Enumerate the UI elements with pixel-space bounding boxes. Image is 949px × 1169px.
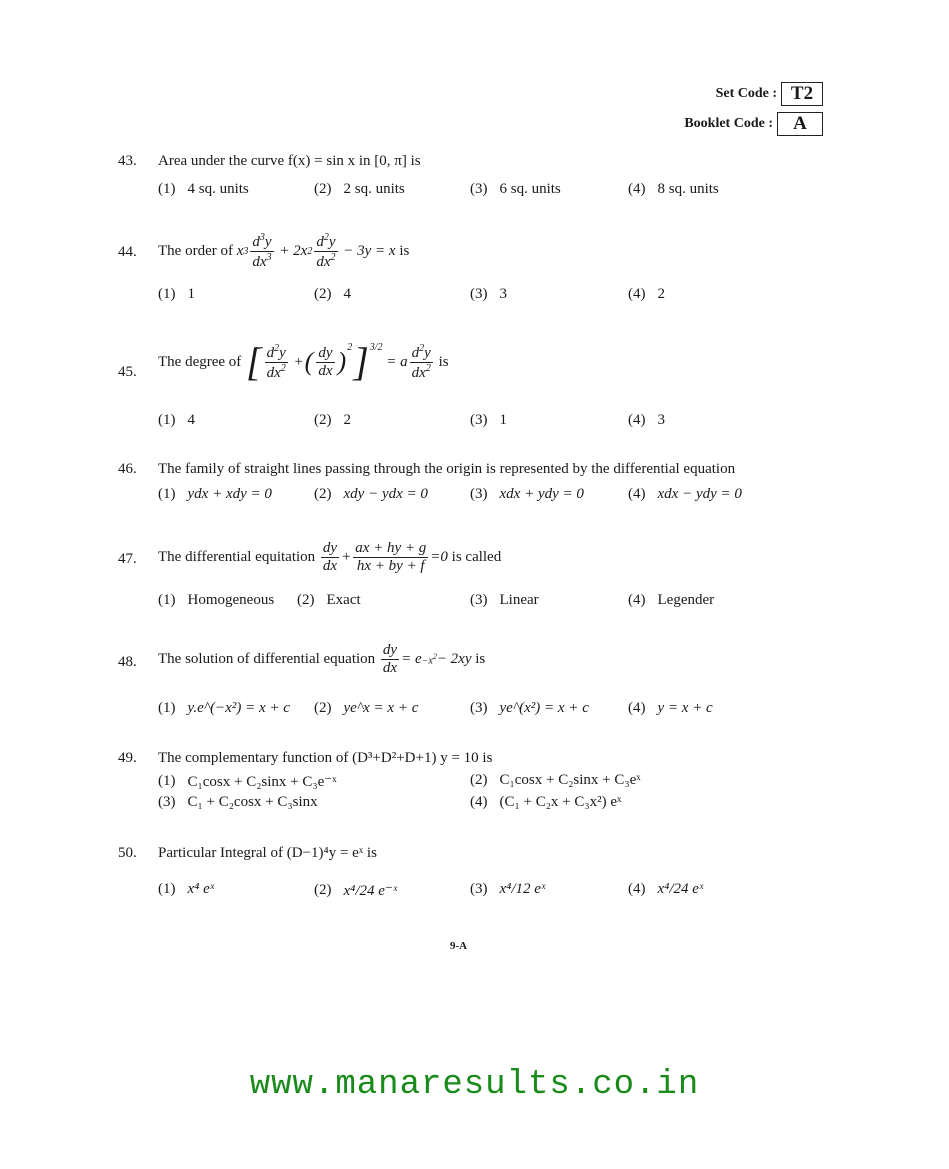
option-2: (2) ye^x = x + c (314, 700, 419, 716)
option-4: (4) 3 (628, 412, 665, 428)
option-4: (4) xdx − ydy = 0 (628, 486, 742, 502)
question-text: Particular Integral of (D−1)⁴y = eˣ is (158, 845, 377, 861)
option-1: (1) 4 (158, 412, 195, 428)
question-number: 46. (118, 461, 137, 477)
booklet-code-label: Booklet Code : (684, 116, 773, 131)
option-3: (3) xdx + ydy = 0 (470, 486, 584, 502)
question-text: The complementary function of (D³+D²+D+1) y = 10 is (158, 750, 493, 766)
question-number: 49. (118, 750, 137, 766)
option-3: (3) 6 sq. units (470, 181, 561, 197)
option-3: (3) ye^(x²) = x + c (470, 700, 589, 716)
question-number: 45. (118, 364, 137, 380)
option-2: (2) 4 (314, 286, 351, 302)
option-2: (2) C₁cosx + C₂sinx + C₃eˣ (470, 772, 641, 788)
differential-equation: $\frac{dy}{dx}$ + $\frac{ax + hy + g}{hx + by + f}$ =0 (322, 540, 448, 574)
option-1: (1) y.e^(−x²) = x + c (158, 700, 290, 716)
option-4: (4) Legender (628, 592, 715, 608)
question-number: 50. (118, 845, 137, 861)
question-text: The order of x 3 $\frac{d^3y}{dx^3}$ + 2x 2 $\frac{d^2y}{dx^2}$ − 3y = x is (158, 232, 410, 270)
option-4: (4) 8 sq. units (628, 181, 719, 197)
option-1: (1) x⁴ eˣ (158, 881, 215, 897)
booklet-code (684, 112, 823, 136)
option-4: (4) x⁴/24 eˣ (628, 881, 704, 897)
question-text: The solution of differential equation $\frac{dy}{dx}$ = e $-x^2$ − 2xy is (158, 642, 486, 676)
question-number: 43. (118, 153, 137, 169)
option-1: (1) Homogeneous (158, 592, 275, 608)
option-3: (3) C₁ + C₂cosx + C₃sinx (158, 794, 318, 810)
set-code-value: T2 (781, 82, 823, 106)
page-number: 9-A (450, 940, 468, 952)
option-4: (4) 2 (628, 286, 665, 302)
option-3: (3) Linear (470, 592, 539, 608)
question-text: The degree of [ $\frac{d^2y}{dx^2}$ + ( $\frac{dy}{dx}$ ) $^2$ ] $^{3/2}$ = a $\frac{d^2y}{dx^2}$ is (158, 339, 449, 384)
option-1: (1) C₁cosx + C₂sinx + C₃e⁻ˣ (158, 773, 337, 790)
degree-equation: [ $\frac{d^2y}{dx^2}$ + ( $\frac{dy}{dx}$ ) $^2$ ] $^{3/2}$ = a $\frac{d^2y}{dx^2}$ (246, 339, 431, 384)
option-2: (2) 2 sq. units (314, 181, 405, 197)
question-text: The family of straight lines passing through the origin is represented by the differential equation (158, 461, 736, 477)
option-2: (2) Exact (297, 592, 361, 608)
watermark-link[interactable]: www.manaresults.co.in (249, 1066, 700, 1104)
question-number: 47. (118, 551, 137, 567)
question-text: Area under the curve f(x) = sin x in [0, π] is (158, 153, 421, 169)
option-2: (2) x⁴/24 e⁻ˣ (314, 882, 398, 899)
question-text: The differential equitation $\frac{dy}{dx}$ + $\frac{ax + hy + g}{hx + by + f}$ =0 is called (158, 540, 502, 574)
solution-equation: $\frac{dy}{dx}$ = e $-x^2$ − 2xy (382, 642, 472, 676)
question-number: 44. (118, 244, 137, 260)
option-1: (1) ydx + xdy = 0 (158, 486, 272, 502)
option-2: (2) xdy − ydx = 0 (314, 486, 428, 502)
set-code (716, 82, 823, 106)
option-3: (3) 3 (470, 286, 507, 302)
set-code-label: Set Code : (715, 86, 777, 101)
option-2: (2) 2 (314, 412, 351, 428)
option-3: (3) x⁴/12 eˣ (470, 881, 546, 897)
option-1: (1) 1 (158, 286, 195, 302)
order-equation: x 3 $\frac{d^3y}{dx^3}$ + 2x 2 $\frac{d^2y}{dx^2}$ − 3y = x (236, 232, 396, 270)
booklet-code-value: A (777, 112, 823, 136)
question-number: 48. (118, 654, 137, 670)
option-1: (1) 4 sq. units (158, 181, 249, 197)
option-3: (3) 1 (470, 412, 507, 428)
option-4: (4) y = x + c (628, 700, 713, 716)
option-4: (4) (C₁ + C₂x + C₃x²) eˣ (470, 794, 622, 810)
